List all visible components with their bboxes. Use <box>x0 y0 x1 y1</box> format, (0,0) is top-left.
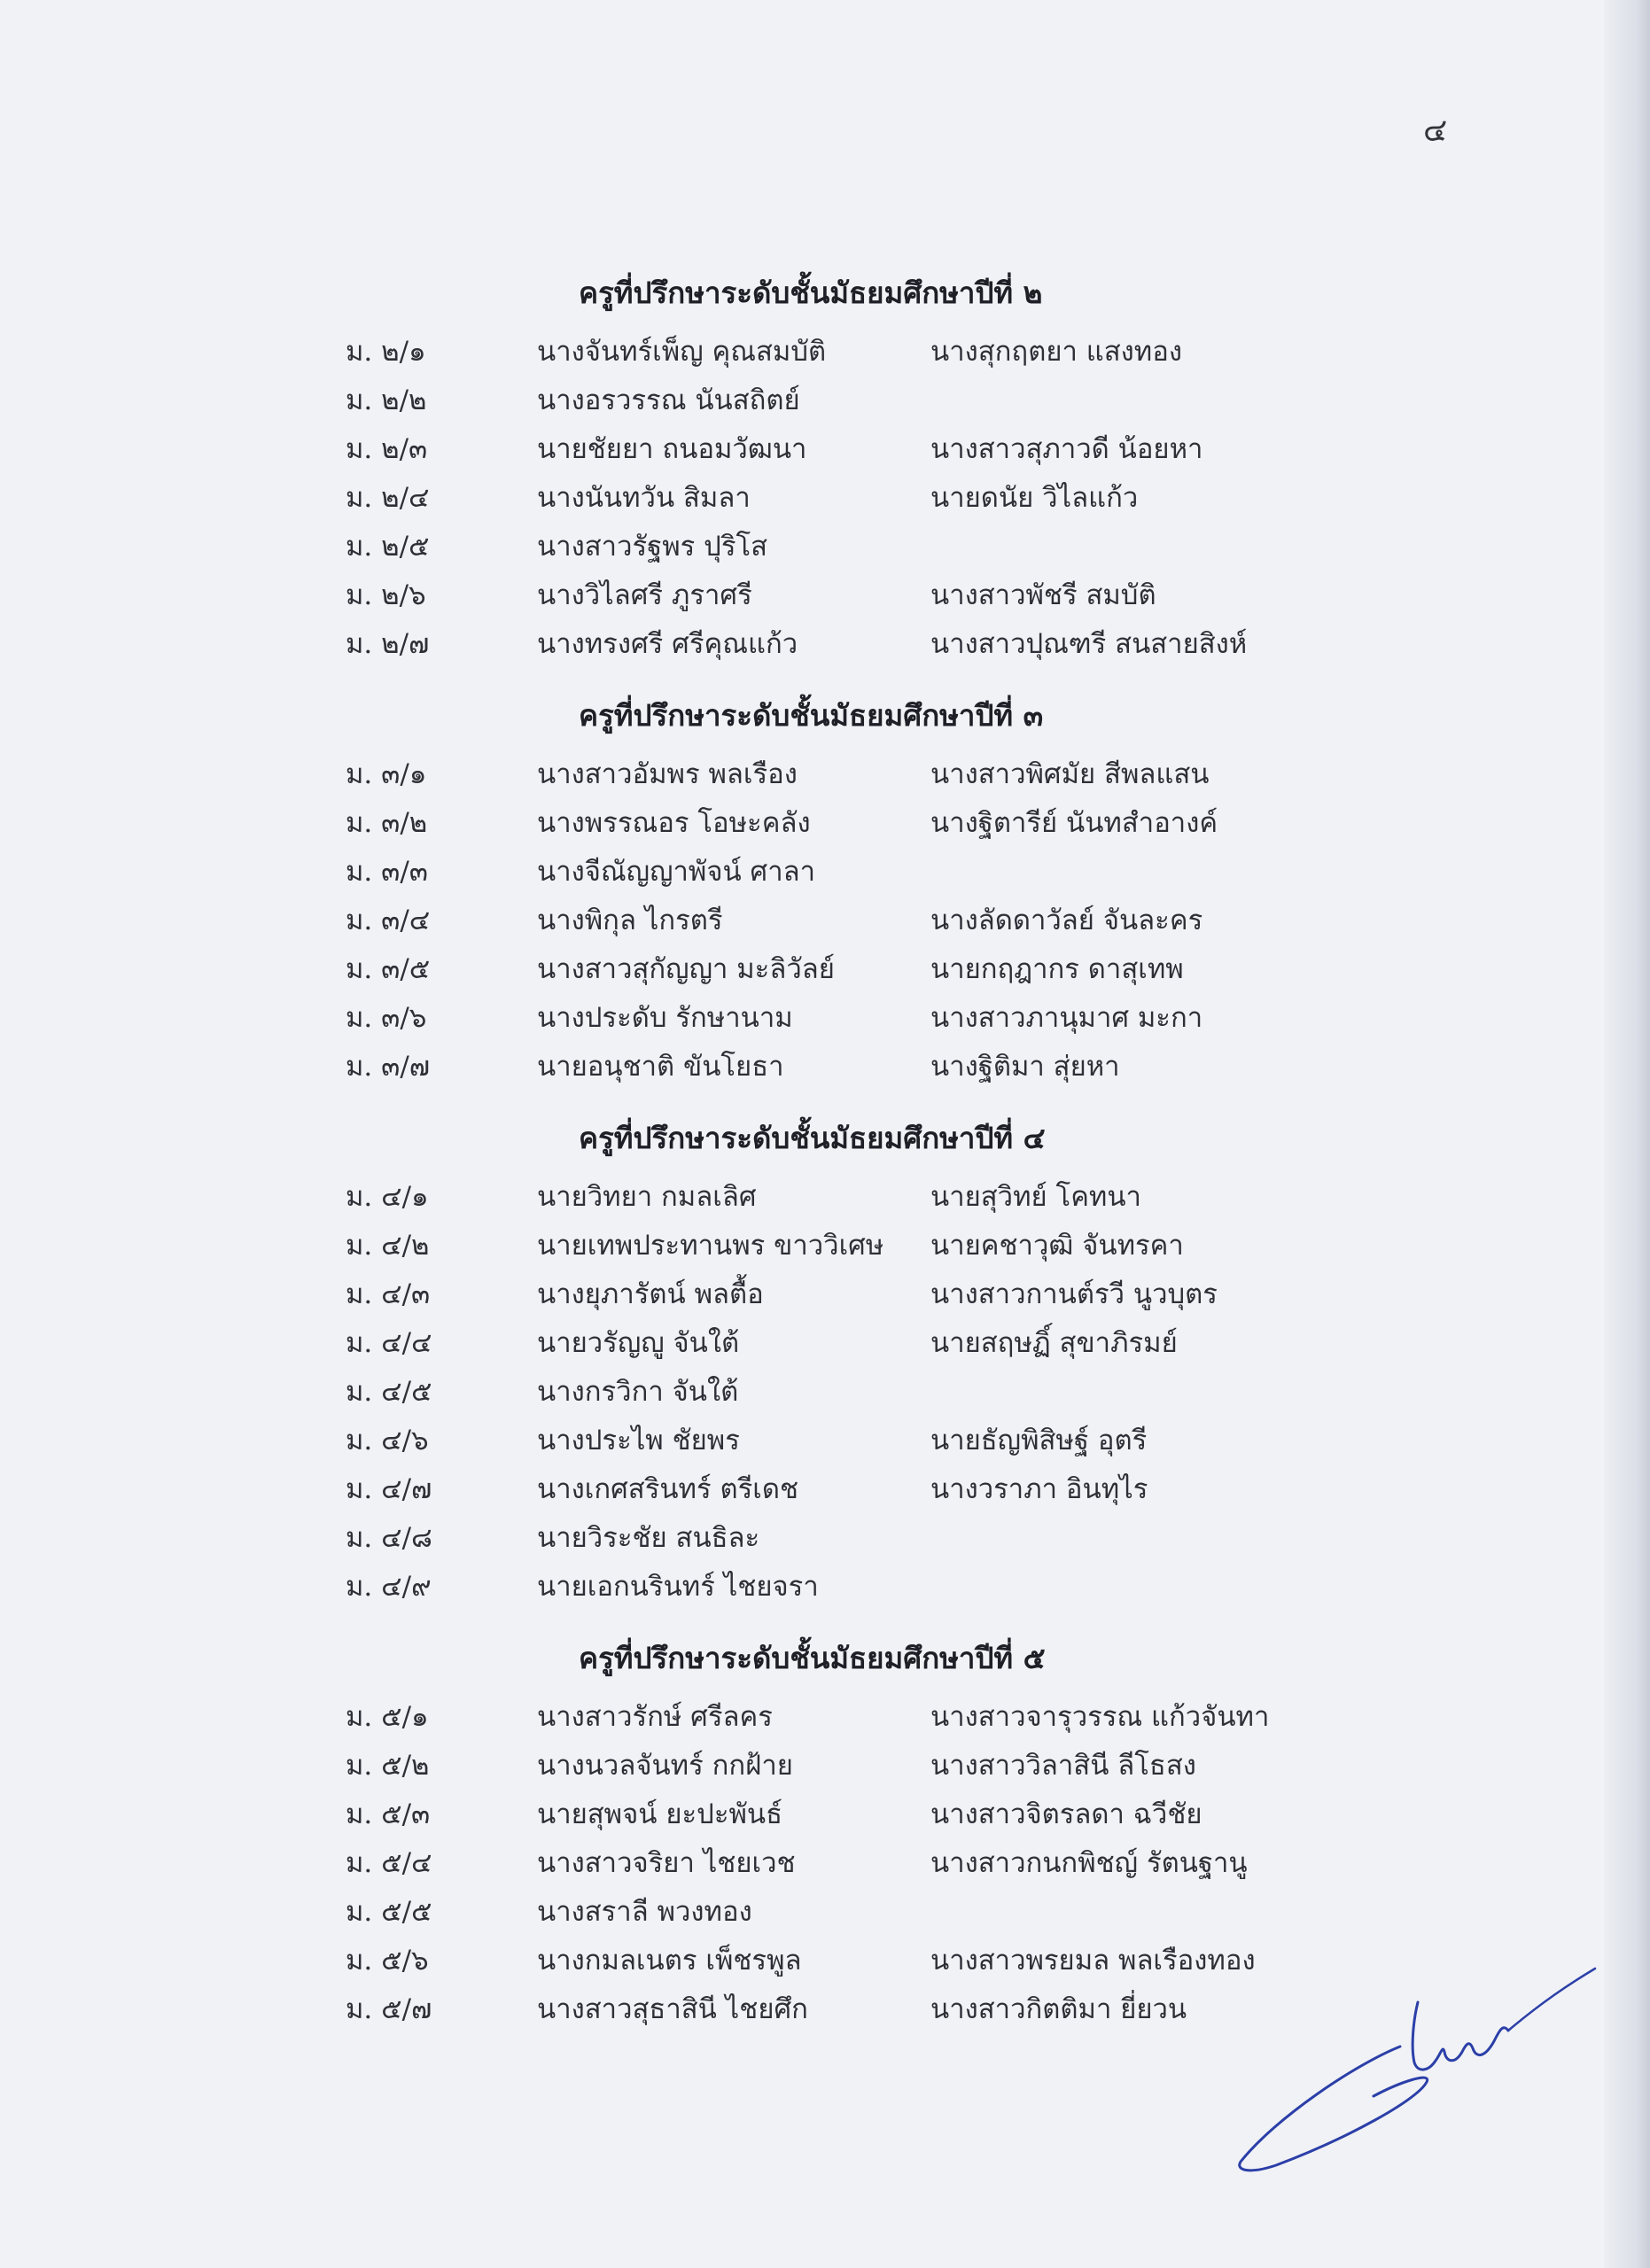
class-label: ม. ๒/๔ <box>346 482 430 514</box>
class-label: ม. ๒/๓ <box>346 433 428 465</box>
class-row <box>0 474 1650 523</box>
class-label: ม. ๕/๔ <box>346 1847 432 1879</box>
class-row <box>0 897 1650 945</box>
advisor-name-1: นางพิกุล ไกรตรี <box>537 905 723 936</box>
grade-section <box>0 266 1650 669</box>
advisor-name-1: นางนวลจันทร์ กกฝ้าย <box>537 1750 793 1782</box>
advisor-name-1: นางพรรณอร โอษะคลัง <box>537 807 811 839</box>
advisor-sections <box>0 266 1650 2034</box>
advisor-name-1: นายวิระชัย สนธิละ <box>537 1522 760 1554</box>
class-label: ม. ๔/๔ <box>346 1327 432 1359</box>
advisor-name-1: นางจันทร์เพ็ญ คุณสมบัติ <box>537 336 827 368</box>
class-row <box>0 750 1650 799</box>
advisor-name-1: นางสาวสุกัญญา มะลิวัลย์ <box>537 953 835 985</box>
advisor-name-2: นายสุวิทย์ โคทนา <box>930 1181 1141 1213</box>
class-label: ม. ๔/๗ <box>346 1473 432 1505</box>
page-number: ๔ <box>1423 113 1448 149</box>
class-row <box>0 1563 1650 1612</box>
section-title: ครูที่ปรึกษาระดับชั้นมัธยมศึกษาปีที่ ๒ <box>579 276 1043 310</box>
class-row <box>0 1693 1650 1742</box>
class-row <box>0 1222 1650 1270</box>
class-row <box>0 571 1650 620</box>
class-list <box>0 750 1650 1091</box>
handwritten-signature <box>1223 1949 1613 2197</box>
advisor-name-1: นางทรงศรี ศรีคุณแก้ว <box>537 628 798 660</box>
class-label: ม. ๕/๖ <box>346 1945 429 1977</box>
class-row <box>0 1417 1650 1465</box>
class-label: ม. ๕/๗ <box>346 1993 432 2025</box>
class-label: ม. ๕/๑ <box>346 1701 429 1733</box>
class-label: ม. ๒/๖ <box>346 579 426 611</box>
class-row <box>0 1270 1650 1319</box>
class-row <box>0 848 1650 897</box>
class-row <box>0 945 1650 994</box>
advisor-name-1: นางสาวสุธาสินี ไชยศึก <box>537 1993 808 2025</box>
grade-section <box>0 1111 1650 1612</box>
class-row <box>0 1465 1650 1514</box>
advisor-name-1: นางเกศสรินทร์ ตรีเดช <box>537 1473 799 1505</box>
advisor-name-1: นายอนุชาติ ขันโยธา <box>537 1051 784 1083</box>
class-row <box>0 1790 1650 1839</box>
class-label: ม. ๔/๖ <box>346 1425 429 1456</box>
advisor-name-1: นางสาวอัมพร พลเรือง <box>537 758 798 790</box>
section-title: ครูที่ปรึกษาระดับชั้นมัธยมศึกษาปีที่ ๕ <box>579 1641 1046 1675</box>
advisor-name-1: นายเทพประทานพร ขาววิเศษ <box>537 1230 884 1262</box>
advisor-name-1: นางประดับ รักษานาม <box>537 1002 793 1034</box>
advisor-name-2: นางฐิตารีย์ นันทสำอางค์ <box>930 807 1218 839</box>
class-label: ม. ๕/๒ <box>346 1750 430 1782</box>
advisor-name-2: นางสาวจิตรลดา ฉวีชัย <box>930 1798 1202 1830</box>
advisor-name-2: นางสาวปุณฑรี สนสายสิงห์ <box>930 628 1248 660</box>
advisor-name-2: นางสาวภานุมาศ มะกา <box>930 1002 1203 1034</box>
class-label: ม. ๓/๑ <box>346 758 427 790</box>
advisor-name-2: นางสาวพัชรี สมบัติ <box>930 579 1156 611</box>
advisor-name-1: นางนันทวัน สิมลา <box>537 482 751 514</box>
advisor-name-1: นายวรัญญู จันใต้ <box>537 1327 740 1359</box>
class-row <box>0 1514 1650 1563</box>
class-label: ม. ๓/๔ <box>346 905 431 936</box>
advisor-name-1: นางสราลี พวงทอง <box>537 1896 752 1928</box>
advisor-name-2: นางวราภา อินทุไร <box>930 1473 1148 1505</box>
class-row <box>0 328 1650 377</box>
class-row <box>0 523 1650 571</box>
class-row <box>0 620 1650 669</box>
advisor-name-2: นางสาวพรยมล พลเรืองทอง <box>930 1945 1256 1977</box>
advisor-name-1: นางกรวิกา จันใต้ <box>537 1376 739 1408</box>
class-label: ม. ๒/๑ <box>346 336 426 368</box>
class-row <box>0 1888 1650 1937</box>
class-row <box>0 1173 1650 1222</box>
class-label: ม. ๓/๖ <box>346 1002 427 1034</box>
class-row <box>0 799 1650 848</box>
class-label: ม. ๓/๒ <box>346 807 428 839</box>
advisor-name-1: นางวิไลศรี ภูราศรี <box>537 579 752 611</box>
advisor-name-1: นางสาวรัฐพร ปุริโส <box>537 531 768 563</box>
advisor-name-2: นางลัดดาวัลย์ จันละคร <box>930 905 1203 936</box>
class-label: ม. ๔/๑ <box>346 1181 429 1213</box>
advisor-name-2: นางสาววิลาสินี ลีโธสง <box>930 1750 1196 1782</box>
advisor-name-1: นางอรวรรณ นันสถิตย์ <box>537 384 800 416</box>
class-row <box>0 994 1650 1043</box>
class-label: ม. ๕/๓ <box>346 1798 431 1830</box>
advisor-name-1: นางสาวจริยา ไชยเวช <box>537 1847 796 1879</box>
class-list <box>0 328 1650 669</box>
class-row <box>0 1043 1650 1091</box>
advisor-name-1: นางยุภารัตน์ พลตื้อ <box>537 1278 764 1310</box>
advisor-name-2: นางสาวพิศมัย สีพลแสน <box>930 758 1210 790</box>
class-label: ม. ๓/๕ <box>346 953 431 985</box>
class-label: ม. ๒/๒ <box>346 384 427 416</box>
advisor-name-2: นางสาวกิตติมา ยี่ยวน <box>930 1993 1187 2025</box>
class-label: ม. ๔/๕ <box>346 1376 432 1408</box>
class-label: ม. ๔/๓ <box>346 1278 431 1310</box>
class-label: ม. ๔/๒ <box>346 1230 430 1262</box>
advisor-name-1: นางประไพ ชัยพร <box>537 1425 740 1456</box>
advisor-name-2: นางสุกฤตยา แสงทอง <box>930 336 1182 368</box>
class-row <box>0 1742 1650 1790</box>
class-row <box>0 1319 1650 1368</box>
advisor-name-1: นางกมลเนตร เพ็ชรพูล <box>537 1945 802 1977</box>
class-row <box>0 1839 1650 1888</box>
class-row <box>0 425 1650 474</box>
class-label: ม. ๓/๓ <box>346 856 428 888</box>
section-title: ครูที่ปรึกษาระดับชั้นมัธยมศึกษาปีที่ ๓ <box>579 698 1044 733</box>
class-label: ม. ๔/๙ <box>346 1571 432 1603</box>
class-label: ม. ๔/๘ <box>346 1522 432 1554</box>
advisor-name-2: นางสาวสุภาวดี น้อยหา <box>930 433 1203 465</box>
class-label: ม. ๓/๗ <box>346 1051 431 1083</box>
advisor-name-2: นายดนัย วิไลแก้ว <box>930 482 1139 514</box>
class-label: ม. ๒/๗ <box>346 628 430 660</box>
advisor-name-1: นายเอกนรินทร์ ไชยจรา <box>537 1571 819 1603</box>
section-title: ครูที่ปรึกษาระดับชั้นมัธยมศึกษาปีที่ ๔ <box>579 1121 1046 1155</box>
class-label: ม. ๒/๕ <box>346 531 430 563</box>
advisor-name-2: นายคชาวุฒิ จันทรคา <box>930 1230 1184 1262</box>
grade-section <box>0 688 1650 1091</box>
advisor-name-1: นายวิทยา กมลเลิศ <box>537 1181 757 1213</box>
advisor-name-2: นายสฤษฏิ์ สุขาภิรมย์ <box>930 1327 1178 1359</box>
advisor-name-2: นายกฤฎากร ดาสุเทพ <box>930 953 1184 985</box>
advisor-name-2: นางสาวจารุวรรณ แก้วจันทา <box>930 1701 1270 1733</box>
advisor-name-2: นางสาวกานต์รวี นูวบุตร <box>930 1278 1218 1310</box>
advisor-name-1: นายชัยยา ถนอมวัฒนา <box>537 433 807 465</box>
advisor-name-1: นางสาวรักษ์ ศรีลคร <box>537 1701 773 1733</box>
advisor-name-2: นางฐิติมา สุ่ยหา <box>930 1051 1120 1083</box>
class-label: ม. ๕/๕ <box>346 1896 432 1928</box>
class-row <box>0 377 1650 425</box>
advisor-name-1: นายสุพจน์ ยะปะพันธ์ <box>537 1798 783 1830</box>
class-list <box>0 1173 1650 1612</box>
advisor-name-2: นายธัญพิสิษฐ์ อุตรี <box>930 1425 1148 1456</box>
class-row <box>0 1368 1650 1417</box>
advisor-name-1: นางจีณัญญาพัจน์ ศาลา <box>537 856 816 888</box>
advisor-name-2: นางสาวกนกพิชญ์ รัตนฐานู <box>930 1847 1248 1879</box>
